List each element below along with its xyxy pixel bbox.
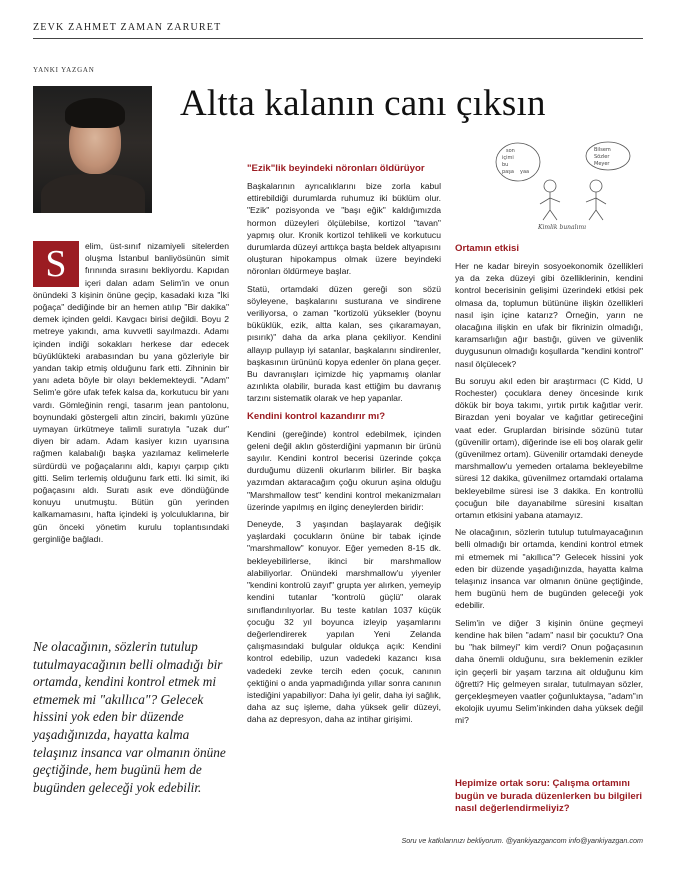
paragraph: Deneyde, 3 yaşından başlayarak değişik yaşlardaki çocukların önüne bir tabak içinde "marshmallow" konuyor. Eğer yemeden 8-15 dk. bekleyebilirlerse, ikinci bir marshmallow alabiliyorlar. Önündeki marshmallow'u yiyenler "kendini kontrolü zayıf" grupta yer alırken, yemeyip kendini tutanlar "kontrolü güçlü" olarak sınıflandırılıyorlar. Bu teste katılan 1037 küçük çocuğu 32 yıl boyunca izleyip yaşamlarını değerlendirerek yapılan Yeni Zelanda çalışmasındaki bulgular oldukça açık: Kendini kontrol edebilip, uzun vadedeki kazancı kısa vadedeki zevke tercih eden çocuk, canının çektiğini o anda yapmadığında yıllar sonra canının istediğini yapabiliyor: Daha iyi gelir, daha iyi sağlık, daha az suç işleme, daha yüksek gelir düzeyi, daha az depresyon, daha az intihar girişimi. [247,519,441,725]
portrait-body [41,174,145,213]
cartoon-caption: Kimlik bunalımı [538,224,587,230]
author-name: YANKI YAZGAN [33,66,95,74]
article-title: Altta kalanın canı çıksın [180,83,546,124]
column-1 [33,240,229,545]
paragraph: Ne olacağının, sözlerin tutulup tutulmayacağının belli olmadığı bir ortamda, kendini kontrol etmek mi etmemek mi "akıllıca"? Gelecek hissini yok eden bir düzende yaşadığınızda, hayatta kalma telaşınız insanca var olmanın önüne geçtiğinde, hem bugünü hem de bugünden geleceği yok edebilir. [455,527,643,611]
footer-text: Soru ve katkılarınızı bekliyorum. @yankiyazgancom info@yankiyazgan.com [401,836,643,845]
paragraph: Başkalarının ayrıcalıklarını bize zorla kabul ettirebildiği durumlarda ruhumuz iki büklüm olur. "Ezik" pozisyonda ve "başı eğik" kaldığımızda hormon düzeyleri ölçülebilse, kortizol "tavan" yapmış olur. Kronik kortizol tehlikeli ve korkutucu durumlarda düzeyi arttıkça başta beldek altyapısını oluşturan hipokampus olmak üzere beyindeki nöronları öldürmeye başlar. [247,181,441,277]
column-3 [455,237,643,732]
portrait-hair [65,98,125,128]
lead-text: elim, üst-sınıf nizamiyeli sitelerden oluşma İstanbul banliyösünün simit fırınında sırasını bekliyordu. Kapıdan içeri dalan adam Selim'in ve onun önündeki 3 kişinin önüne geçip, kasadaki kıza "İki poğaça" dediğinde bir an hemen atılıp "Bir dakika" demek içinden geldi. Kavgacı birisi değildi. Boyu 2 metreye yakındı, ama kuvvetli sayılmazdı. Adamı içinden indiği sokakları herkese dar edecek büyüklükteki arabasından bu yana gözleriyle bir yandan takip etmiş olduğunu fark etti. Zihninin bir yanı adeta böyle bir olayı beklemekteydi. "Adam" Selim'e göre ufak tefek kalsa da, korkutucu bir yanı vardı. Gömleğinin rengi, tasarım jean pantolonu, boynundaki göstergeli altın zinciri, bakımlı yüzüne uymayan ürkütmeye talimli suratıyla "uzak dur" diyen bir adam. Adam kasiyer kızın uyarısına rağmen kalabalığı başka yazılamaz kelimelerle sürdürdü ve poğaçalarını aldı, kapıyı çarpıp çıktı gitti. Selim terlemiş olduğunu fark etti. İki simit, iki poğaçasını aldı. Suratı asık eve döndüğünde konuyu unutmuştu. Bütün gün yerinden kalkamamasını, hafta içindeki iş yolculuklarına, bir gün önceki yönetim kurulu toplantısındaki gerginliğe bağladı. [33,241,229,544]
subheading-ezik: "Ezik"lik beyindeki nöronları öldürüyor [247,163,425,174]
drop-cap: S [33,241,79,287]
top-rule [33,38,643,39]
paragraph: Statü, ortamdaki düzen gereği son sözü söyleyene, başkalarını susturana ve sindirene veriliyorsa, o zaman "kortizolü yüksekler (boynu büküklük, ezik, altta kalan, ses çıkaramayan, pısırık)" daha da arka plana çekiliyor. Kendini allayıp pullayıp iyi satanlar, başkalarını sindirenler, başkasının ürününü kopya edenler ön plana geçer. Bu davranışları içimizde hiç yapmamış olanlar azınlıkta olabilir, burada kast ettiğim bu davranış tarzını sistematik olarak ve hep yapanlar. [247,283,441,404]
author-portrait-icon [33,86,152,213]
section-title: ZEVK ZAHMET ZAMAN ZARURET [33,22,222,33]
bubble-right-line: Meyer [594,161,610,167]
bubble-left-line: yaa [520,169,530,175]
paragraph: Her ne kadar bireyin sosyoekonomik özellikleri ya da zeka düzeyi gibi özelliklerinin, kendini kontrol becerisinin gelişimi üzerindeki etkisi pek olmasa da, toplumun bütününe ilişkin özellikleri nasıl işin içine katarız? Örneğin, yarın ne olacağına ilişkin en ufak bir fikrinizin olmadığı, karamsarlığın ağır bastığı, güven ve güvenlik duygusunun olmadığı koşullarda "kendini kontrol" nasıl ölçülecek? [455,261,643,369]
column-2 [247,163,441,731]
bubble-right-line: Sözler [594,154,610,160]
paragraph: Kendini (gereğinde) kontrol edebilmek, içinden geleni değil aklın gösterdiğini yapmanın bir ürünü sayılır. Kendini kontrol becerisi üzerinde çokça durduğumu düzenli okurlarım bilirler. Bir başka yazımdan aktaracağım çoğu okurun aşina olduğu "Marshmallow test" kendini kontrol mekanizmaları üzerinde yapılmış en ilginç deneylerden biridir: [247,428,441,512]
closing-question: Hepimize ortak soru: Çalışma ortamını bugün ve burada düzenlerken bu bilgileri nasıl değerlendirmeliyiz? [455,778,643,814]
subheading-kontrol: Kendini kontrol kazandırır mı? [247,410,386,422]
paragraph: Bu soruyu akıl eden bir araştırmacı (C Kidd, U Rochester) çocuklara deney öncesinde kırık dökük bir boya takımı, yırtık pırtık kağıtlar verir. Birazdan yeni boyalar ve kağıtlar getireceğini vaat eder. Gruplardan birisinde sözünü tutar (güvenilir ortam), diğerinde ise eli boş olarak gelir (güvenilmez ortam). Güvenilir ortamdaki deneyde marshmallow'u yemeden ortalama bekleyebilme süresi 12 dakika, güvenilmez ortamdaki ortalama bekleyebilme süresi ise 3 dakika. En kontrollü çocuğun bile dayanabilme süresini kısaltan ortamın etkisini yabana atamayız. [455,375,643,521]
bubble-left-line: bu [502,162,509,168]
bubble-left-line: paşa [502,169,514,175]
bubble-right-line: Bilsem [594,147,611,153]
subheading-ortam: Ortamın etkisi [455,243,519,254]
cartoon-sketch-icon [478,140,638,230]
lead-paragraph [33,240,229,545]
pull-quote: Ne olacağının, sözlerin tutulup tutulmayacağının belli olmadığı bir ortamda, kendini kontrol etmek mi etmemek mi "akıllıca"? Gelecek hissini yok eden bir düzende yaşadığınızda, hayatta kalma telaşınız insanca var olmanın önüne geçtiğinde, hem bugünü hem de bugünden geleceği yok edebilir. [33,639,226,795]
bubble-left-line: içimi [502,155,514,161]
paragraph: Selim'in ve diğer 3 kişinin önüne geçmeyi kendine hak bilen "adam" nasıl bir çocuktu? Ona bu "hak bilmeyi" kim verdi? Onun poğaçasının daha önemli olduğunu, sıra beklemenin ezikler için geçerli bir yaşam tarzına ait olduğunu kim öğretti? Hiç gelmeyen sıralar, tutulmayan sözler, gerçekleşmeyen vaatler çoğunluktaysa, "adam"ın ekolojik uyumu Selim'inkinden daha yüksek değil mi? [455,617,643,726]
footer-contact [350,836,643,845]
bubble-left-line: son [506,148,515,154]
